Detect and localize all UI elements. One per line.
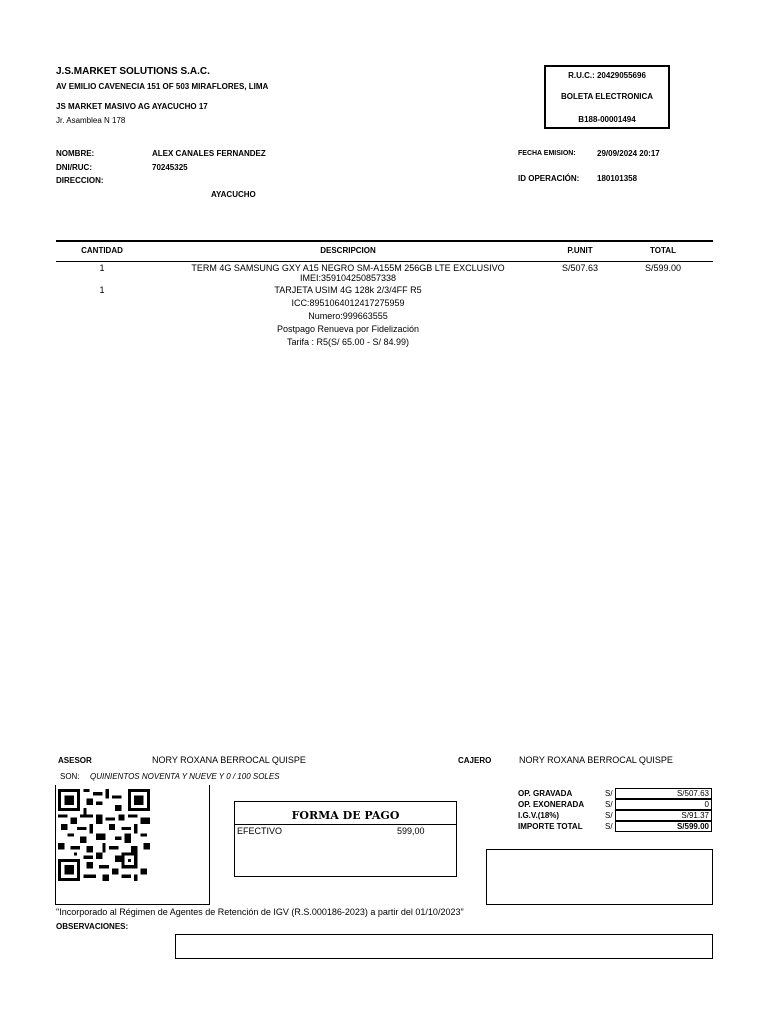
row-total: S/599.00 [644,263,682,273]
ciudad-value: AYACUCHO [211,190,256,199]
row-punit: S/507.63 [561,263,599,273]
asesor-label: ASESOR [58,756,92,765]
table-top-rule [56,240,713,242]
row-desc-line: ICC:8951064012417275959 [291,298,405,308]
son-value: QUINIENTOS NOVENTA Y NUEVE Y 0 / 100 SOLES [90,772,280,781]
total-value: S/599.00 [615,821,712,832]
forma-pago-method: EFECTIVO [237,826,283,836]
total-label: I.G.V.(18%) [518,811,560,820]
observaciones-box [175,934,713,959]
row-desc-line: Postpago Renueva por Fidelización [276,324,420,334]
table-header-rule [56,261,713,262]
branch-name: JS MARKET MASIVO AG AYACUCHO 17 [56,102,208,111]
id-operacion-label: ID OPERACIÓN: [518,174,580,183]
signature-box [486,849,713,905]
forma-pago-title: FORMA DE PAGO [235,802,456,825]
total-value: S/91.37 [615,810,712,821]
row-cantidad: 1 [99,285,105,295]
header-cantidad: CANTIDAD [81,246,123,255]
company-address: AV EMILIO CAVENECIA 151 OF 503 MIRAFLORES, LIMA [56,82,269,91]
branch-address: Jr. Asamblea N 178 [56,116,126,125]
company-name: J.S.MARKET SOLUTIONS S.A.C. [56,66,210,77]
document-number: B188-00001494 [578,115,636,124]
forma-pago-amount: 599,00 [397,826,425,836]
header-punit: P.UNIT [567,246,593,255]
total-label: IMPORTE TOTAL [518,822,583,831]
total-value: 0 [615,799,712,810]
total-label: OP. GRAVADA [518,789,573,798]
header-total: TOTAL [650,246,676,255]
total-currency: S/ [605,811,613,820]
fecha-label: FECHA EMISION: [518,150,576,157]
cajero-label: CAJERO [458,756,492,765]
dni-value: 70245325 [152,163,188,172]
total-value: S/507.63 [615,788,712,799]
row-desc-line: Numero:999663555 [308,311,388,321]
direccion-label: DIRECCION: [56,176,104,185]
fecha-value: 29/09/2024 20:17 [597,149,660,158]
asesor-value: NORY ROXANA BERROCAL QUISPE [152,755,306,765]
cajero-value: NORY ROXANA BERROCAL QUISPE [519,755,673,765]
forma-pago-box [234,801,457,877]
header-descripcion: DESCRIPCION [320,246,376,255]
dni-label: DNI/RUC: [56,163,92,172]
total-currency: S/ [605,800,613,809]
total-currency: S/ [605,789,613,798]
ruc: R.U.C.: 20429055696 [568,71,646,80]
row-cantidad: 1 [99,263,105,273]
total-row-importe-total [518,822,713,833]
row-desc-line: Tarifa : R5(S/ 65.00 - S/ 84.99) [286,337,410,347]
id-operacion-value: 180101358 [597,174,638,183]
document-type: BOLETA ELECTRONICA [561,92,653,101]
qr-code-icon [58,789,150,881]
row-desc-line: IMEI:359104250857338 [299,273,397,283]
nombre-value: ALEX CANALES FERNANDEZ [152,149,266,158]
nombre-label: NOMBRE: [56,149,95,158]
total-currency: S/ [605,822,613,831]
son-label: SON: [60,772,80,781]
document-id-box [544,65,670,129]
total-label: OP. EXONERADA [518,800,585,809]
row-desc-line: TARJETA USIM 4G 128k 2/3/4FF R5 [274,285,422,295]
observaciones-label: OBSERVACIONES: [56,922,129,931]
row-desc-line: TERM 4G SAMSUNG GXY A15 NEGRO SM-A155M 256GB LTE EXCLUSIVO [191,263,505,273]
retention-note: "Incorporado al Régimen de Agentes de Retención de IGV (R.S.000186-2023) a partir del 01/10/2023" [56,907,464,917]
